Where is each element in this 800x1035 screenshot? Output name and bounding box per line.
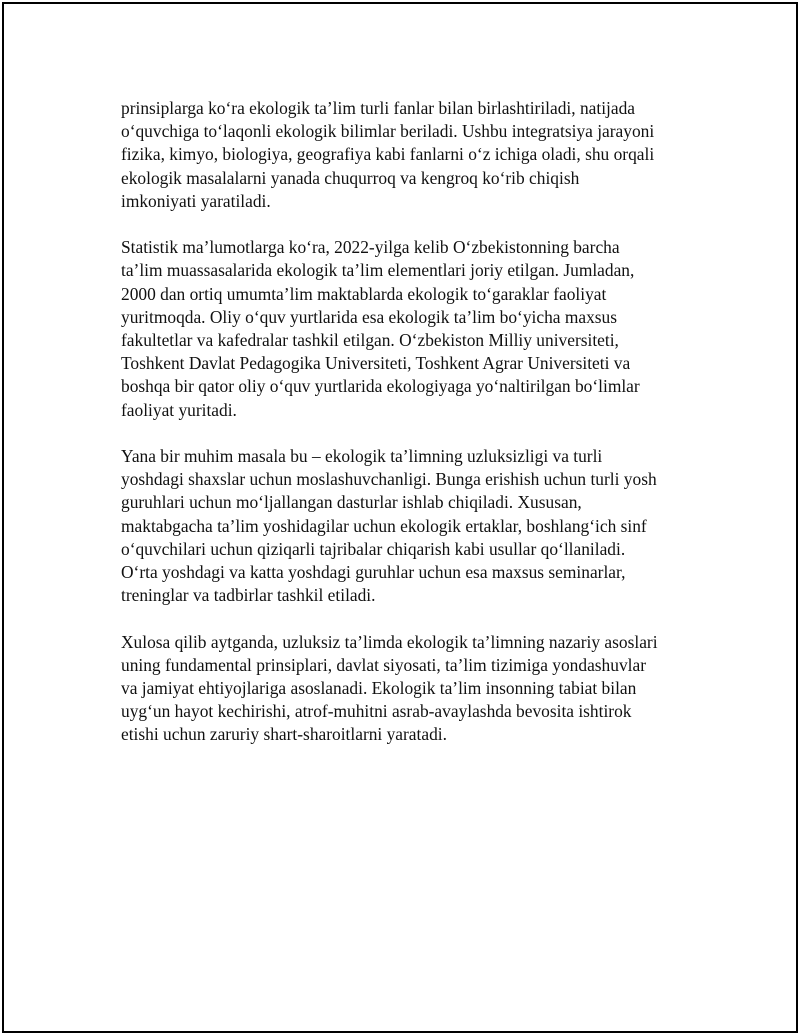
- text-line: maktabgacha ta’lim yoshidagilar uchun ekologik ertaklar, boshlang‘ich sinf: [121, 515, 647, 536]
- text-line: O‘rta yoshdagi va katta yoshdagi guruhlar uchun esa maxsus seminarlar,: [121, 562, 626, 583]
- text-line: ekologik masalalarni yanada chuqurroq va kengroq ko‘rib chiqish: [121, 167, 580, 188]
- text-line: faoliyat yuritadi.: [121, 399, 237, 420]
- paragraph-integration: [121, 97, 681, 213]
- text-line: etishi uchun zaruriy shart-sharoitlarni yaratadi.: [121, 724, 447, 745]
- text-line: o‘quvchiga to‘laqonli ekologik bilimlar beriladi. Ushbu integratsiya jarayoni: [121, 121, 655, 142]
- text-line: 2000 dan ortiq umumta’lim maktablarda ekologik to‘garaklar faoliyat: [121, 283, 607, 304]
- text-line: Statistik ma’lumotlarga ko‘ra, 2022-yilga kelib O‘zbekistonning barcha: [121, 237, 620, 258]
- text-line: fakultetlar va kafedralar tashkil etilgan. O‘zbekiston Milliy universiteti,: [121, 330, 619, 351]
- text-line: uning fundamental prinsiplari, davlat siyosati, ta’lim tizimiga yondashuvlar: [121, 654, 646, 675]
- text-line: Toshkent Davlat Pedagogika Universiteti, Toshkent Agrar Universiteti va: [121, 353, 631, 374]
- page-frame: [2, 2, 798, 1033]
- text-line: fizika, kimyo, biologiya, geografiya kabi fanlarni o‘z ichiga oladi, shu orqali: [121, 144, 655, 165]
- text-line: treninglar va tadbirlar tashkil etiladi.: [121, 585, 376, 606]
- text-line: uyg‘un hayot kechirishi, atrof-muhitni asrab-avaylashda bevosita ishtirok: [121, 701, 632, 722]
- text-line: va jamiyat ehtiyojlariga asoslanadi. Ekologik ta’lim insonning tabiat bilan: [121, 678, 637, 699]
- text-line: guruhlari uchun mo‘ljallangan dasturlar ishlab chiqiladi. Xususan,: [121, 492, 582, 513]
- text-line: prinsiplarga ko‘ra ekologik ta’lim turli fanlar bilan birlashtiriladi, natijada: [121, 98, 636, 118]
- paragraph-continuity: [121, 445, 681, 607]
- text-line: ta’lim muassasalarida ekologik ta’lim elementlari joriy etilgan. Jumladan,: [121, 260, 635, 281]
- text-line: o‘quvchilari uchun qiziqarli tajribalar chiqarish kabi usullar qo‘llaniladi.: [121, 538, 626, 559]
- text-line: Xulosa qilib aytganda, uzluksiz ta’limda ekologik ta’limning nazariy asoslari: [121, 631, 658, 652]
- text-line: yuritmoqda. Oliy o‘quv yurtlarida esa ekologik ta’lim bo‘yicha maxsus: [121, 306, 618, 327]
- text-line: Yana bir muhim masala bu – ekologik ta’limning uzluksizligi va turli: [121, 446, 603, 467]
- document-body: [121, 97, 681, 770]
- paragraph-statistics: [121, 236, 681, 422]
- text-line: yoshdagi shaxslar uchun moslashuvchanligi. Bunga erishish uchun turli yosh: [121, 469, 657, 490]
- text-line: imkoniyati yaratiladi.: [121, 190, 271, 211]
- paragraph-conclusion: [121, 631, 681, 747]
- text-line: boshqa bir qator oliy o‘quv yurtlarida ekologiyaga yo‘naltirilgan bo‘limlar: [121, 376, 640, 397]
